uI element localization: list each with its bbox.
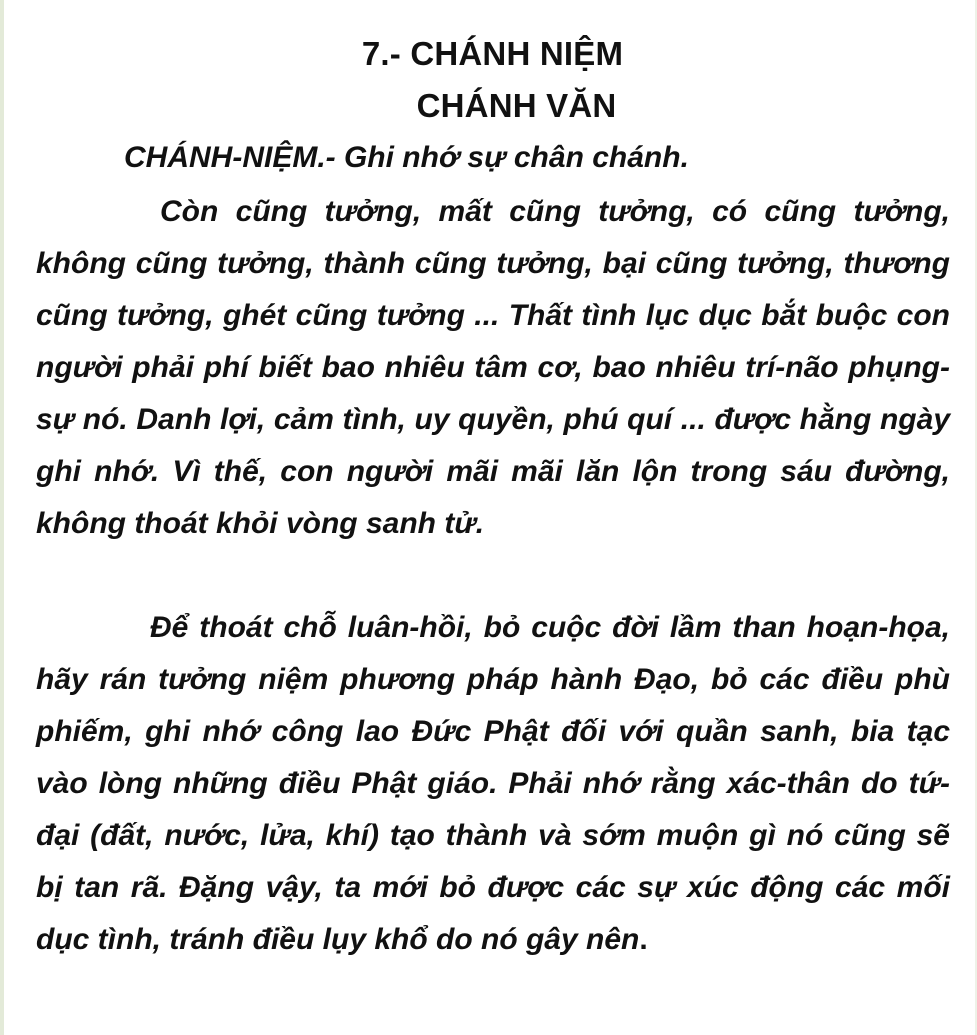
paragraph-1: Còn cũng tưởng, mất cũng tưởng, có cũng tưởng, không cũng tưởng, thành cũng tưởng, bại cũng tưởng, thương cũng tưởng, ghét cũng tưởng ... Thất tình lục dục bắt buộc con người phải phí biết bao nhiêu tâm cơ, bao nhiêu trí-não phụng-sự nó. Danh lợi, cảm tình, uy quyền, phú quí ... được hằng ngày ghi nhớ. Vì thế, con người mãi mãi lăn lộn trong sáu đường, không thoát khỏi vòng sanh tử. — [36, 195, 950, 540]
definition-line: CHÁNH-NIỆM.- Ghi nhớ sự chân chánh. — [124, 141, 689, 174]
chapter-title: 7.- CHÁNH NIỆM — [361, 35, 624, 72]
section-heading: CHÁNH VĂN — [416, 87, 617, 124]
paragraph-2 — [36, 602, 950, 966]
paragraph-2-period: . — [639, 923, 648, 956]
paragraph-2-text: Để thoát chỗ luân-hồi, bỏ cuộc đời lầm than hoạn-họa, hãy rán tưởng niệm phương pháp hành Đạo, bỏ các điều phù phiếm, ghi nhớ công lao Đức Phật đối với quần sanh, bia tạc vào lòng những điều Phật giáo. Phải nhớ rằng xác-thân do tứ-đại (đất, nước, lửa, khí) tạo thành và sớm muộn gì nó cũng sẽ bị tan rã. Đặng vậy, ta mới bỏ được các sự xúc động các mối dục tình, tránh điều lụy khổ do nó gây nên — [36, 611, 950, 956]
